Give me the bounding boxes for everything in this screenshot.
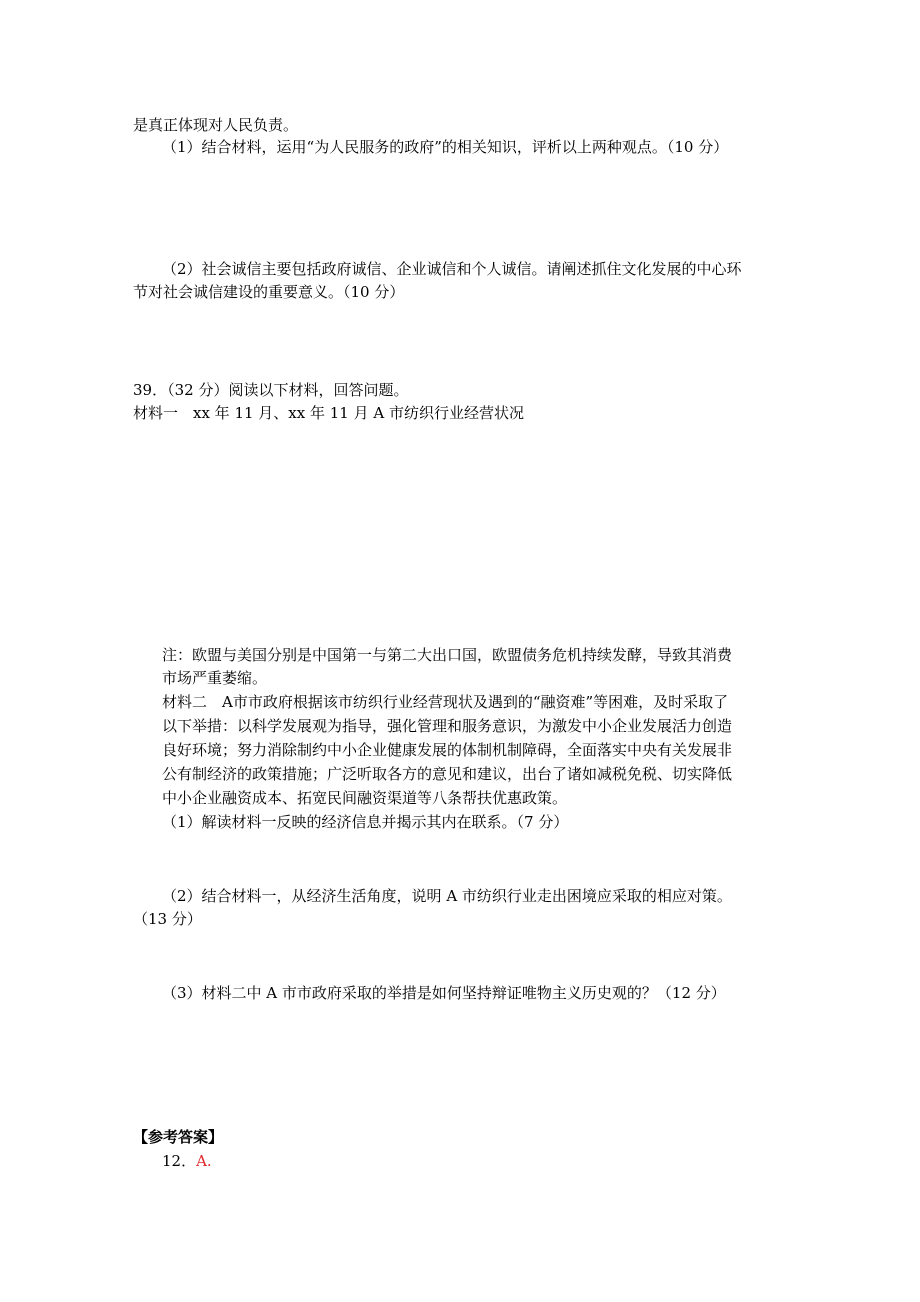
q39-note-line1: 注：欧盟与美国分别是中国第一与第二大出口国，欧盟债务危机持续发酵，导致其消费 <box>162 646 733 664</box>
q39-material2-line2: 以下举措：以科学发展观为指导，强化管理和服务意识，为激发中小企业发展活力创造 <box>162 717 733 735</box>
q39-material2-line3: 良好环境；努力消除制约中小企业健康发展的体制机制障碍，全面落实中央有关发展非 <box>162 741 733 759</box>
q39-material1-title: 材料一 xx 年 11 月、xx 年 11 月 A 市纺织行业经营状况 <box>133 404 524 422</box>
q39-sub2-line2: （13 分） <box>133 910 202 928</box>
answer-item-value: A. <box>196 1152 212 1170</box>
q39-material2-line1: 材料二 A市市政府根据该市纺织行业经营现状及遇到的“融资难”等困难，及时采取了 <box>162 693 729 711</box>
q39-material2-line4: 公有制经济的政策措施；广泛听取各方的意见和建议，出台了诸如减税免税、切实降低 <box>162 765 733 783</box>
q38-sub2-line1: （2）社会诚信主要包括政府诚信、企业诚信和个人诚信。请阐述抓住文化发展的中心环 <box>162 260 742 278</box>
q39-material2-line5: 中小企业融资成本、拓宽民间融资渠道等八条帮扶优惠政策。 <box>162 789 568 807</box>
q39-note-line2: 市场严重萎缩。 <box>162 669 268 687</box>
answer-item-number: 12． <box>162 1152 197 1170</box>
q38-sub2-line2: 节对社会诚信建设的重要意义。（10 分） <box>133 283 405 301</box>
q39-header: 39．（32 分）阅读以下材料，回答问题。 <box>133 381 409 399</box>
q39-sub3: （3）材料二中 A 市市政府采取的举措是如何坚持辩证唯物主义历史观的？（12 分） <box>162 984 726 1002</box>
q39-sub2-line1: （2）结合材料一，从经济生活角度，说明 A 市纺织行业走出困境应采取的相应对策。 <box>162 887 732 905</box>
q38-sub1: （1）结合材料，运用“为人民服务的政府”的相关知识，评析以上两种观点。（10 分） <box>162 138 729 156</box>
answer-item-12 <box>162 1151 212 1171</box>
q39-sub1: （1）解读材料一反映的经济信息并揭示其内在联系。（7 分） <box>162 813 569 831</box>
q38-continuation: 是真正体现对人民负责。 <box>133 116 299 134</box>
answers-heading: 【参考答案】 <box>133 1128 224 1146</box>
